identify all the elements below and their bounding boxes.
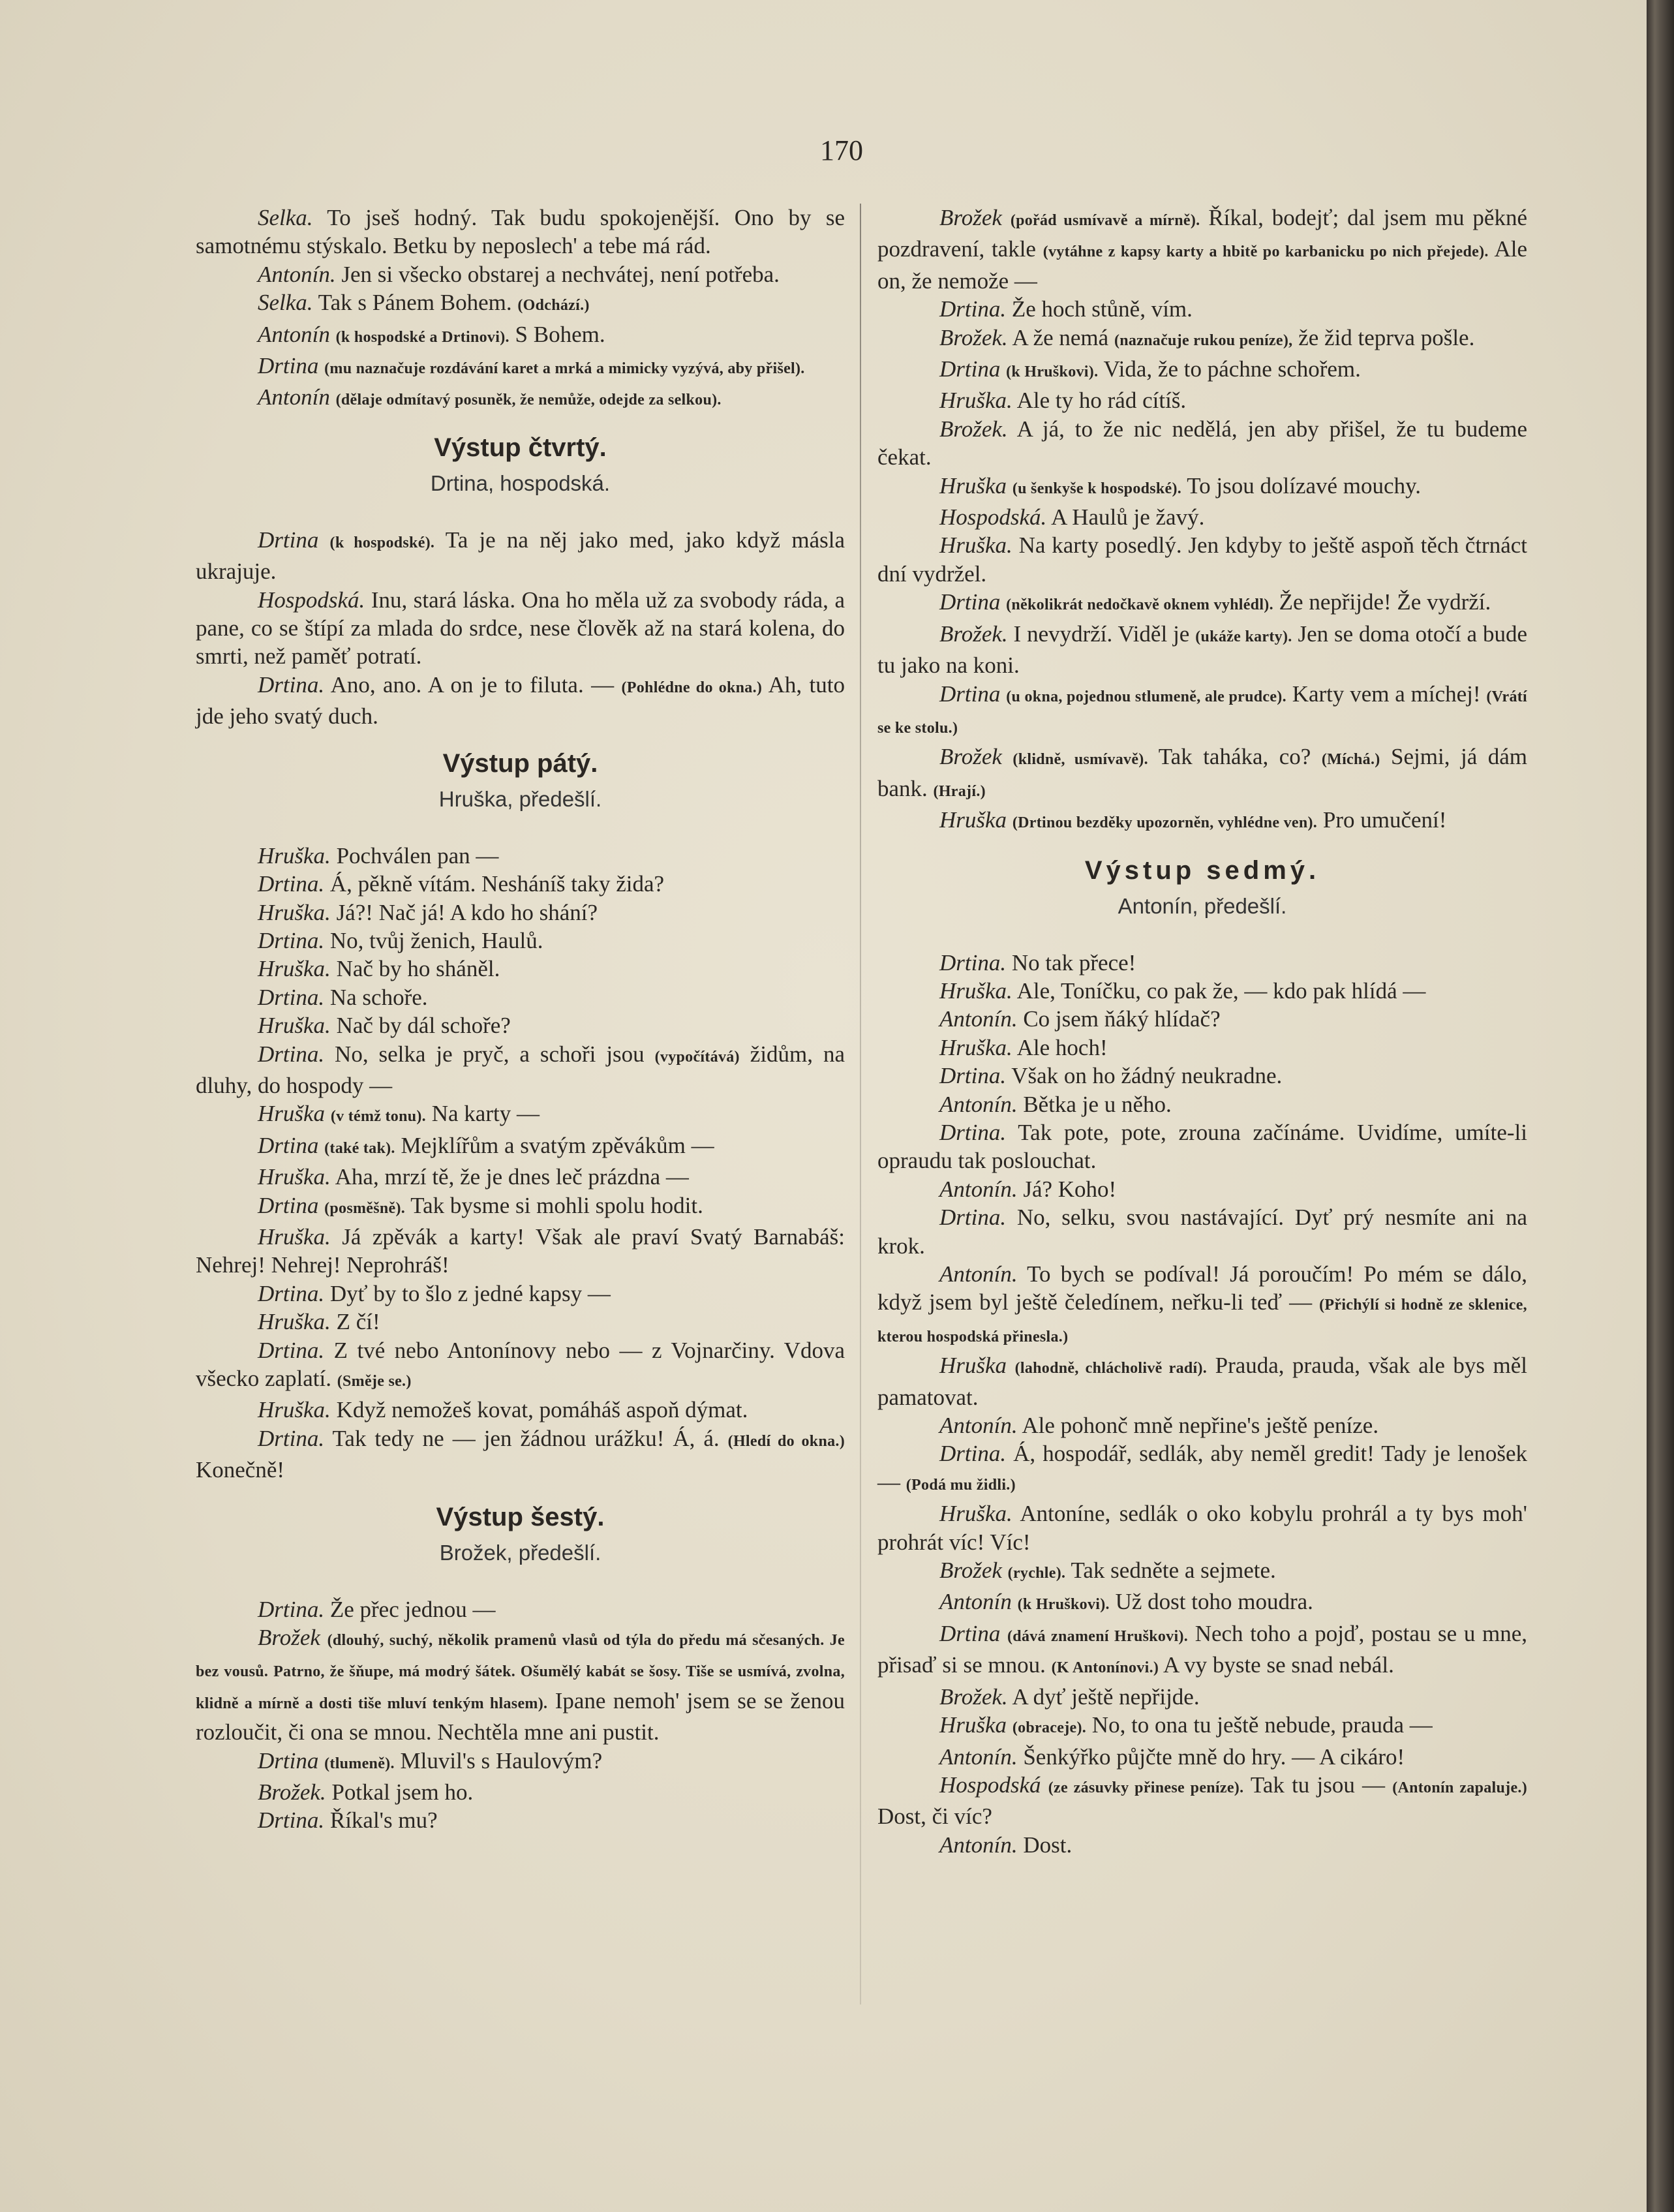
dialogue-line bbox=[196, 1424, 845, 1484]
dialogue-text: Ale ty ho rád cítíš. bbox=[1012, 388, 1187, 414]
stage-direction: (k hospodské). bbox=[329, 534, 435, 551]
stage-direction: (u okna, pojednou stlumeně, ale prudce). bbox=[1006, 688, 1286, 705]
speaker-name: Brožek. bbox=[939, 1683, 1008, 1710]
dialogue-line bbox=[877, 1090, 1527, 1118]
dialogue-line bbox=[196, 1040, 845, 1100]
left-column bbox=[196, 204, 845, 1835]
dialogue-text: Ano, ano. A on je to filuta. — bbox=[324, 671, 622, 698]
dialogue-text: Říkal's mu? bbox=[324, 1807, 438, 1834]
speaker-name: Brožek bbox=[939, 1558, 1002, 1584]
speaker-name: Drtina bbox=[939, 1620, 1001, 1646]
stage-direction: (Hledí do okna.) bbox=[727, 1432, 845, 1450]
dialogue-line bbox=[877, 1683, 1527, 1711]
speaker-name: Hospodská. bbox=[258, 587, 365, 613]
dialogue-text: No, selku, svou nastávající. Dyť prý nesmíte ani na krok. bbox=[877, 1205, 1527, 1259]
stage-direction: (dělaje odmítavý posuněk, že nemůže, odejde za selkou). bbox=[335, 392, 722, 409]
dialogue-line bbox=[877, 1411, 1527, 1439]
speaker-name: Drtina. bbox=[258, 984, 325, 1010]
dialogue-text: A že nemá bbox=[1007, 324, 1114, 350]
dialogue-line bbox=[196, 1191, 845, 1223]
dialogue-text: Inu, stará láska. Ona ho měla už za svobody ráda, a pane, co se štípí za mlada do srdce, nese člověk až na stará kolena, do smrti, než paměť potratí. bbox=[196, 587, 845, 669]
dialogue-line bbox=[196, 983, 845, 1011]
dialogue-text: S Bohem. bbox=[509, 321, 605, 347]
dialogue-text: No, tvůj ženich, Haulů. bbox=[324, 927, 543, 953]
dialogue-text: A vy byste se snad nebál. bbox=[1159, 1652, 1394, 1678]
dialogue-text: Z tvé nebo Antonínovy nebo — z Vojnarčiny. Vdova všecko zaplatí. bbox=[196, 1337, 845, 1391]
dialogue-line bbox=[196, 1778, 845, 1806]
speaker-name: Hruška. bbox=[939, 1501, 1012, 1527]
stage-direction: (Míchá.) bbox=[1321, 751, 1380, 769]
dialogue-text: Co jsem ňáký hlídač? bbox=[1017, 1006, 1221, 1032]
dialogue-text: Á, pěkně vítám. Nesháníš taky žida? bbox=[324, 871, 665, 897]
scene-heading: Výstup šestý. bbox=[436, 1502, 605, 1531]
dialogue-line bbox=[877, 204, 1527, 295]
dialogue-line bbox=[877, 1588, 1527, 1619]
dialogue-line bbox=[877, 386, 1527, 414]
scene-cast-list: Brožek, předešlí. bbox=[439, 1540, 601, 1565]
dialogue-line bbox=[877, 415, 1527, 472]
dialogue-line bbox=[877, 1118, 1527, 1175]
dialogue-text: Karty vem a míchej! bbox=[1286, 681, 1487, 707]
stage-direction: (několikrát nedočkavě oknem vyhlédl). bbox=[1006, 596, 1273, 614]
dialogue-text: Já?! Nač já! A kdo ho shání? bbox=[330, 899, 598, 925]
speaker-name: Drtina. bbox=[258, 1807, 325, 1834]
dialogue-text bbox=[325, 1101, 331, 1126]
dialogue-line bbox=[877, 503, 1527, 531]
dialogue-line bbox=[877, 324, 1527, 355]
dialogue-line bbox=[877, 1743, 1527, 1771]
scene-cast-list: Drtina, hospodská. bbox=[430, 470, 611, 495]
speaker-name: Hruška bbox=[939, 1712, 1007, 1738]
stage-direction: (k Hruškovi). bbox=[1006, 363, 1099, 381]
dialogue-text bbox=[1002, 1558, 1008, 1583]
dialogue-text: Že nepřijde! Že vydrží. bbox=[1273, 589, 1491, 615]
dialogue-line bbox=[196, 288, 845, 320]
dialogue-line bbox=[877, 1439, 1527, 1499]
dialogue-line bbox=[877, 620, 1527, 680]
dialogue-line bbox=[196, 260, 845, 288]
speaker-name: Selka. bbox=[258, 290, 313, 316]
dialogue-line bbox=[196, 1131, 845, 1163]
dialogue-text bbox=[1012, 1589, 1018, 1614]
dialogue-text: Ale, Toníčku, co pak že, — kdo pak hlídá — bbox=[1012, 977, 1426, 1004]
dialogue-text: No, to ona tu ještě nebude, prauda — bbox=[1086, 1712, 1433, 1738]
dialogue-line bbox=[877, 295, 1527, 323]
speaker-name: Drtina. bbox=[258, 1337, 325, 1363]
dialogue-text bbox=[330, 322, 336, 347]
speaker-name: Drtina. bbox=[258, 927, 325, 953]
dialogue-text: Dost. bbox=[1017, 1832, 1073, 1858]
dialogue-text: Antoníne, sedlák o oko kobylu prohrál a ty bys moh' prohrát víc! Víc! bbox=[877, 1501, 1527, 1555]
dialogue-line bbox=[877, 806, 1527, 837]
dialogue-text: Já zpěvák a karty! Však ale praví Svatý Barnabáš: Nehrej! Nehrej! Neprohráš! bbox=[196, 1223, 845, 1278]
stage-direction: (mu naznačuje rozdávání karet a mrká a mimicky vyzývá, aby přišel). bbox=[324, 360, 805, 378]
stage-direction: (Podá mu židli.) bbox=[905, 1476, 1016, 1494]
dialogue-text: Šenkýřko půjčte mně do hry. — A cikáro! bbox=[1017, 1743, 1405, 1770]
dialogue-text: Tak taháka, co? bbox=[1148, 744, 1322, 770]
dialogue-line bbox=[196, 352, 845, 383]
dialogue-text: Když nemožeš kovat, pomáháš aspoň dýmat. bbox=[330, 1397, 748, 1423]
dialogue-line bbox=[877, 1831, 1527, 1859]
speaker-name: Brožek bbox=[939, 205, 1002, 230]
dialogue-line bbox=[877, 472, 1527, 503]
stage-direction: (rychle). bbox=[1007, 1565, 1066, 1582]
dialogue-text: Bětka je u něho. bbox=[1017, 1091, 1172, 1117]
dialogue-text bbox=[318, 527, 329, 553]
speaker-name: Hruška bbox=[939, 472, 1007, 499]
speaker-name: Drtina. bbox=[939, 1441, 1007, 1467]
dialogue-line bbox=[196, 1308, 845, 1336]
speaker-name: Selka. bbox=[258, 205, 313, 230]
speaker-name: Drtina bbox=[258, 1132, 319, 1158]
dialogue-line bbox=[196, 1280, 845, 1308]
dialogue-text: Ipane nemoh' jsem se se ženou rozloučit, či ona se mnou. Nechtěla mne ani pustit. bbox=[196, 1687, 845, 1745]
dialogue-line bbox=[877, 743, 1527, 806]
dialogue-text: Vida, že to páchne schořem. bbox=[1098, 356, 1361, 382]
stage-direction: (k Hruškovi). bbox=[1017, 1596, 1110, 1614]
dialogue-line bbox=[196, 320, 845, 352]
speaker-name: Brožek bbox=[258, 1625, 320, 1651]
dialogue-text: Na karty posedlý. Jen kdyby to ještě aspoň těch čtrnáct dní vydržel. bbox=[877, 532, 1527, 587]
dialogue-text: To jsou dolízavé mouchy. bbox=[1181, 472, 1422, 499]
speaker-name: Antonín bbox=[939, 1589, 1012, 1615]
dialogue-text: Jen se doma otočí a bude tu jako na koni. bbox=[877, 621, 1528, 679]
column-divider bbox=[860, 204, 861, 2005]
dialogue-text: Že přec jednou — bbox=[324, 1596, 496, 1622]
dialogue-text: Že hoch stůně, vím. bbox=[1006, 296, 1193, 322]
dialogue-text bbox=[320, 1625, 327, 1650]
dialogue-line bbox=[877, 1260, 1527, 1351]
speaker-name: Drtina. bbox=[258, 671, 325, 698]
dialogue-line bbox=[196, 526, 845, 586]
dialogue-text bbox=[1007, 1353, 1015, 1378]
dialogue-text bbox=[1002, 744, 1013, 769]
dialogue-line bbox=[196, 1223, 845, 1280]
dialogue-line bbox=[877, 680, 1527, 743]
speaker-name: Hruška. bbox=[258, 899, 331, 925]
right-column bbox=[877, 204, 1527, 1859]
dialogue-text: Sejmi, já dám bank. bbox=[877, 744, 1527, 801]
dialogue-line bbox=[196, 1747, 845, 1778]
dialogue-text bbox=[318, 1748, 324, 1774]
stage-direction: (pořád usmívavě a mírně). bbox=[1010, 212, 1200, 229]
speaker-name: Drtina bbox=[939, 356, 1001, 382]
speaker-name: Hruška. bbox=[258, 1164, 331, 1190]
dialogue-line bbox=[196, 842, 845, 870]
speaker-name: Antonín bbox=[258, 384, 330, 410]
speaker-name: Drtina. bbox=[258, 1280, 325, 1306]
dialogue-text: Dyť by to šlo z jedné kapsy — bbox=[324, 1280, 611, 1306]
stage-direction: (obraceje). bbox=[1012, 1719, 1087, 1737]
dialogue-text: I nevydrží. Viděl je bbox=[1007, 621, 1196, 647]
dialogue-text: že žid teprva pošle. bbox=[1292, 324, 1475, 350]
dialogue-line bbox=[196, 870, 845, 898]
dialogue-text: A Haulů je žavý. bbox=[1046, 504, 1205, 530]
dialogue-line bbox=[196, 927, 845, 955]
dialogue-text: Nač by dál schoře? bbox=[330, 1013, 511, 1039]
speaker-name: Hruška. bbox=[939, 532, 1012, 559]
dialogue-text bbox=[330, 384, 336, 410]
dialogue-text: Aha, mrzí tě, že je dnes leč prázdna — bbox=[330, 1164, 689, 1190]
dialogue-line bbox=[877, 1005, 1527, 1033]
dialogue-text: Z čí! bbox=[330, 1309, 380, 1335]
dialogue-text: Říkal, bodejť; dal jsem mu pěkné pozdravení, takle bbox=[877, 205, 1528, 262]
speaker-name: Hospodská bbox=[939, 1772, 1041, 1798]
speaker-name: Drtina. bbox=[258, 1041, 325, 1067]
dialogue-text: A já, to že nic nedělá, jen aby přišel, že tu budeme čekat. bbox=[877, 416, 1527, 470]
dialogue-line bbox=[877, 1499, 1527, 1556]
speaker-name: Drtina bbox=[939, 589, 1001, 615]
dialogue-text: Však on ho žádný neukradne. bbox=[1006, 1063, 1283, 1089]
speaker-name: Drtina. bbox=[258, 871, 325, 897]
dialogue-text: Pochválen pan — bbox=[330, 842, 499, 868]
dialogue-line bbox=[196, 1595, 845, 1623]
scene-cast-list: Antonín, předešlí. bbox=[1118, 893, 1287, 918]
dialogue-line bbox=[877, 1203, 1527, 1260]
dialogue-text: židům, na dluhy, do hospody — bbox=[196, 1041, 845, 1098]
dialogue-text: Konečně! bbox=[196, 1457, 285, 1483]
speaker-name: Brožek. bbox=[939, 416, 1008, 442]
dialogue-line bbox=[196, 204, 845, 260]
dialogue-text bbox=[318, 1133, 324, 1158]
speaker-name: Brožek. bbox=[939, 621, 1008, 647]
dialogue-text: Ale on, že nemože — bbox=[877, 236, 1527, 294]
dialogue-text: Tak s Pánem Bohem. bbox=[312, 290, 518, 316]
dialogue-text bbox=[1007, 1712, 1012, 1738]
dialogue-text: To bych se podíval! Já poroučím! Po mém se dálo, když jsem byl ještě čeledínem, neřku-li teď — bbox=[877, 1261, 1527, 1315]
speaker-name: Antonín. bbox=[939, 1261, 1018, 1287]
dialogue-text: Na schoře. bbox=[324, 984, 428, 1010]
dialogue-text: Ale hoch! bbox=[1012, 1034, 1108, 1060]
stage-direction: (v témž tonu). bbox=[330, 1108, 426, 1126]
dialogue-line bbox=[877, 1175, 1527, 1203]
dialogue-text: Ah, tuto jde jeho svatý duch. bbox=[196, 671, 845, 730]
scene-cast-list: Hruška, předešlí. bbox=[438, 786, 602, 811]
scene-heading: Výstup čtvrtý. bbox=[434, 433, 607, 462]
dialogue-text: To jseš hodný. Tak budu spokojenější. Ono by se samotnému stýskalo. Betku by neposlech' a tebe má rád. bbox=[196, 205, 845, 259]
speaker-name: Drtina. bbox=[939, 296, 1007, 322]
speaker-name: Hruška bbox=[939, 807, 1007, 833]
dialogue-text bbox=[318, 353, 324, 378]
speaker-name: Hruška. bbox=[258, 956, 331, 982]
dialogue-line bbox=[196, 955, 845, 983]
dialogue-line bbox=[196, 899, 845, 927]
speaker-name: Antonín. bbox=[939, 1413, 1018, 1439]
dialogue-line bbox=[877, 949, 1527, 977]
stage-direction: (Hrají.) bbox=[933, 782, 986, 800]
speaker-name: Drtina. bbox=[939, 1063, 1007, 1089]
dialogue-text bbox=[318, 1193, 324, 1218]
dialogue-line bbox=[196, 586, 845, 671]
speaker-name: Hruška. bbox=[258, 1397, 331, 1423]
speaker-name: Hospodská. bbox=[939, 504, 1047, 530]
speaker-name: Drtina. bbox=[258, 1425, 325, 1451]
speaker-name: Drtina. bbox=[258, 1596, 325, 1622]
dialogue-line bbox=[877, 531, 1527, 588]
dialogue-text: Prauda, prauda, však ale bys měl pamatovat. bbox=[877, 1353, 1528, 1410]
stage-direction: (lahodně, chlácholivě radí). bbox=[1014, 1360, 1208, 1377]
speaker-name: Hruška bbox=[258, 1101, 326, 1127]
dialogue-text bbox=[1007, 807, 1012, 833]
dialogue-line bbox=[877, 355, 1527, 386]
dialogue-line bbox=[196, 1806, 845, 1834]
dialogue-text: Jen si všecko obstarej a nechvátej, není potřeba. bbox=[335, 261, 780, 287]
speaker-name: Hruška. bbox=[258, 842, 331, 868]
speaker-name: Hruška. bbox=[258, 1223, 331, 1250]
dialogue-text: Tak tedy ne — jen žádnou urážku! Á, á. bbox=[324, 1425, 728, 1451]
speaker-name: Drtina bbox=[258, 1192, 319, 1218]
dialogue-line bbox=[877, 1351, 1527, 1411]
dialogue-line bbox=[877, 1034, 1527, 1062]
speaker-name: Antonín. bbox=[939, 1176, 1018, 1202]
stage-direction: (naznačuje rukou peníze), bbox=[1114, 331, 1293, 349]
dialogue-line bbox=[196, 1396, 845, 1424]
speaker-name: Hruška. bbox=[939, 977, 1012, 1004]
dialogue-text: Potkal jsem ho. bbox=[326, 1779, 474, 1805]
speaker-name: Hruška. bbox=[939, 388, 1012, 414]
page-number: 170 bbox=[820, 134, 863, 166]
dialogue-text: Už dost toho moudra. bbox=[1109, 1589, 1313, 1615]
stage-direction: (Přichýlí si hodně ze sklenice, kterou hospodská přinesla.) bbox=[877, 1297, 1527, 1345]
speaker-name: Brožek bbox=[939, 744, 1002, 770]
speaker-name: Hruška bbox=[939, 1353, 1007, 1379]
stage-direction: (u šenkyše k hospodské). bbox=[1012, 480, 1182, 497]
dialogue-text: Mejklířům a svatým zpěvákům — bbox=[395, 1132, 714, 1158]
stage-direction: (dává znamení Hruškovi). bbox=[1007, 1627, 1189, 1645]
dialogue-text: Tak tu jsou — bbox=[1243, 1772, 1393, 1798]
speaker-name: Antonín. bbox=[939, 1832, 1018, 1858]
stage-direction: (dlouhý, suchý, několik pramenů vlasů od týla do předu má sčesaných. Je bez vousů. Patrno, že šňupe, má modrý šátek. Ošumělý kabát se šosy. Tiše se usmívá, zvolna, klidně a mírně a dosti tiše mluví tenkým hlasem). bbox=[196, 1632, 845, 1712]
dialogue-text bbox=[1000, 356, 1006, 382]
stage-direction: (vytáhne z kapsy karty a hbitě po karbanicku po nich přejede). bbox=[1042, 243, 1489, 261]
dialogue-text: Ale pohonč mně nepřine's ještě peníze. bbox=[1017, 1413, 1379, 1439]
stage-direction: (K Antonínovi.) bbox=[1051, 1659, 1159, 1677]
dialogue-text bbox=[1041, 1772, 1048, 1798]
stage-direction: (Odchází.) bbox=[517, 297, 590, 315]
speaker-name: Drtina. bbox=[939, 949, 1007, 975]
stage-direction: (tlumeně). bbox=[324, 1755, 395, 1772]
speaker-name: Antonín. bbox=[258, 261, 336, 287]
dialogue-text: Na karty — bbox=[425, 1101, 540, 1127]
speaker-name: Hruška. bbox=[258, 1013, 331, 1039]
stage-direction: (také tak). bbox=[324, 1139, 395, 1157]
dialogue-text bbox=[1007, 473, 1012, 499]
stage-direction: (Drtinou bezděky upozorněn, vyhlédne ven). bbox=[1012, 814, 1318, 832]
speaker-name: Drtina. bbox=[939, 1119, 1007, 1145]
dialogue-text: Mluvil's s Haulovým? bbox=[394, 1747, 603, 1774]
stage-direction: (k hospodské a Drtinovi). bbox=[335, 328, 510, 346]
dialogue-line bbox=[196, 1336, 845, 1396]
dialogue-text: No tak přece! bbox=[1006, 949, 1136, 975]
stage-direction: (vypočítává) bbox=[654, 1048, 740, 1066]
dialogue-text: Ta je na něj jako med, jako když másla ukrajuje. bbox=[196, 527, 845, 585]
stage-direction: (posměšně). bbox=[324, 1199, 406, 1217]
dialogue-text bbox=[1002, 205, 1011, 230]
speaker-name: Drtina. bbox=[939, 1205, 1007, 1231]
dialogue-line bbox=[877, 1771, 1527, 1831]
dialogue-text bbox=[1000, 589, 1006, 615]
speaker-name: Drtina bbox=[258, 527, 319, 553]
dialogue-text: Tak sedněte a sejmete. bbox=[1065, 1558, 1276, 1584]
dialogue-line bbox=[877, 1620, 1527, 1683]
dialogue-text: Nech toho a pojď, postau se u mne, přisaď si se mnou. bbox=[877, 1620, 1528, 1678]
dialogue-line bbox=[877, 977, 1527, 1005]
dialogue-text: Á, hospodář, sedlák, aby neměl gredit! Tady je lenošek — bbox=[877, 1441, 1527, 1495]
speaker-name: Hruška. bbox=[939, 1034, 1012, 1060]
dialogue-text: Tak bysme si mohli spolu hodit. bbox=[405, 1192, 703, 1218]
dialogue-line bbox=[877, 1062, 1527, 1090]
speaker-name: Brožek. bbox=[258, 1779, 326, 1805]
scene-heading: Výstup sedmý. bbox=[1084, 855, 1320, 885]
stage-direction: (Antonín zapaluje.) bbox=[1392, 1779, 1527, 1796]
speaker-name: Drtina bbox=[939, 681, 1001, 707]
book-spine-edge bbox=[1647, 0, 1674, 2212]
dialogue-text: Tak pote, pote, zrouna začínáme. Uvidíme, umíte-li opraudu tak poslouchat. bbox=[877, 1119, 1527, 1174]
speaker-name: Antonín. bbox=[939, 1091, 1018, 1117]
dialogue-line bbox=[196, 1011, 845, 1039]
speaker-name: Drtina bbox=[258, 353, 319, 379]
dialogue-text: A dyť ještě nepřijde. bbox=[1007, 1683, 1200, 1710]
dialogue-line bbox=[877, 1711, 1527, 1742]
dialogue-text bbox=[1000, 681, 1006, 707]
dialogue-line bbox=[196, 1099, 845, 1131]
speaker-name: Drtina bbox=[258, 1747, 319, 1774]
speaker-name: Antonín. bbox=[939, 1006, 1018, 1032]
dialogue-line bbox=[196, 383, 845, 414]
scene-heading: Výstup pátý. bbox=[442, 748, 598, 778]
speaker-name: Antonín. bbox=[939, 1743, 1018, 1770]
stage-direction: (Vrátí se ke stolu.) bbox=[877, 688, 1528, 737]
speaker-name: Antonín bbox=[258, 321, 330, 347]
stage-direction: (klidně, usmívavě). bbox=[1012, 751, 1148, 769]
stage-direction: (ze zásuvky přinese peníze). bbox=[1048, 1779, 1244, 1796]
dialogue-text: Dost, či víc? bbox=[877, 1804, 992, 1830]
dialogue-line bbox=[196, 1163, 845, 1191]
dialogue-line bbox=[877, 588, 1527, 619]
dialogue-text: Pro umučení! bbox=[1317, 807, 1447, 833]
dialogue-line bbox=[877, 1556, 1527, 1588]
stage-direction: (Pohlédne do okna.) bbox=[621, 679, 763, 696]
stage-direction: (ukáže karty). bbox=[1195, 628, 1292, 645]
dialogue-text: No, selka je pryč, a schoři jsou bbox=[324, 1041, 655, 1067]
dialogue-text: Já? Koho! bbox=[1017, 1176, 1117, 1202]
dialogue-text: Nač by ho sháněl. bbox=[330, 956, 500, 982]
dialogue-line bbox=[196, 671, 845, 731]
dialogue-line bbox=[196, 1623, 845, 1747]
dialogue-text bbox=[1000, 1621, 1007, 1646]
stage-direction: (Směje se.) bbox=[337, 1373, 412, 1390]
speaker-name: Brožek. bbox=[939, 324, 1008, 350]
speaker-name: Hruška. bbox=[258, 1309, 331, 1335]
